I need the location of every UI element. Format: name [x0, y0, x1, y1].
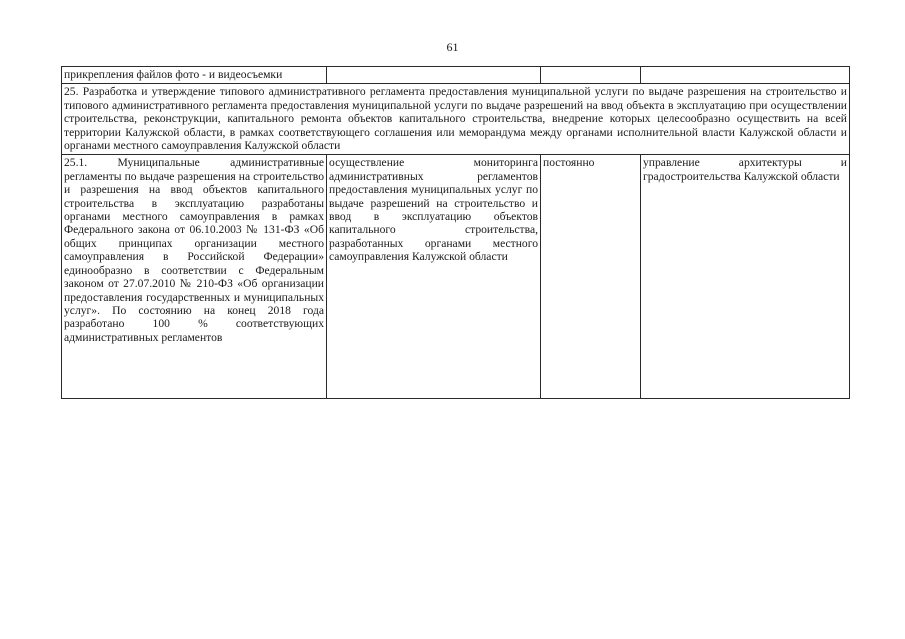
cell-25-1-period: постоянно	[541, 155, 641, 399]
table-row-25-1	[62, 155, 850, 399]
cell-continuation-responsible	[641, 67, 850, 84]
plan-table	[61, 66, 850, 399]
cell-continuation-period	[541, 67, 641, 84]
cell-25-1-activity: осуществление мониторинга административных регламентов предоставления муниципальных услуг по выдаче разрешений на строительство и ввод в эксплуатацию объектов капитального строительства, разработанных органами местного самоуправления Калужской области	[327, 155, 541, 399]
cell-25-1-indicator: 25.1. Муниципальные административные регламенты по выдаче разрешения на строительство и разрешения на ввод объектов капитального строительства в эксплуатацию разработаны органами местного самоуправления в рамках Федерального закона от 06.10.2003 № 131-ФЗ «Об общих принципах организации местного самоуправления в Российской Федерации» единообразно в соответствии с Федеральным законом от 27.07.2010 № 210-ФЗ «Об организации предоставления государственных и муниципальных услуг». По состоянию на конец 2018 года разработано 100 % соответствующих административных регламентов	[62, 155, 327, 399]
table-row-section-25	[62, 84, 850, 155]
cell-25-1-responsible: управление архитектуры и градостроительства Калужской области	[641, 155, 850, 399]
cell-continuation-indicator: прикрепления файлов фото - и видеосъемки	[62, 67, 327, 84]
table-row-continuation	[62, 67, 850, 84]
cell-continuation-activity	[327, 67, 541, 84]
page-number: 61	[446, 40, 459, 54]
section-25-heading: 25. Разработка и утверждение типового административного регламента предоставления муниципальной услуги по выдаче разрешения на строительство и типового административного регламента предоставления муниципальной услуги по выдаче разрешений на ввод объекта в эксплуатацию при осуществлении строительства, реконструкции, капитального ремонта объектов капитального строительства, внедрение которых целесообразно осуществить на всей территории Калужской области, в рамках соответствующего соглашения или меморандума между органами исполнительной власти Калужской области и органами местного самоуправления Калужской области	[62, 84, 850, 155]
